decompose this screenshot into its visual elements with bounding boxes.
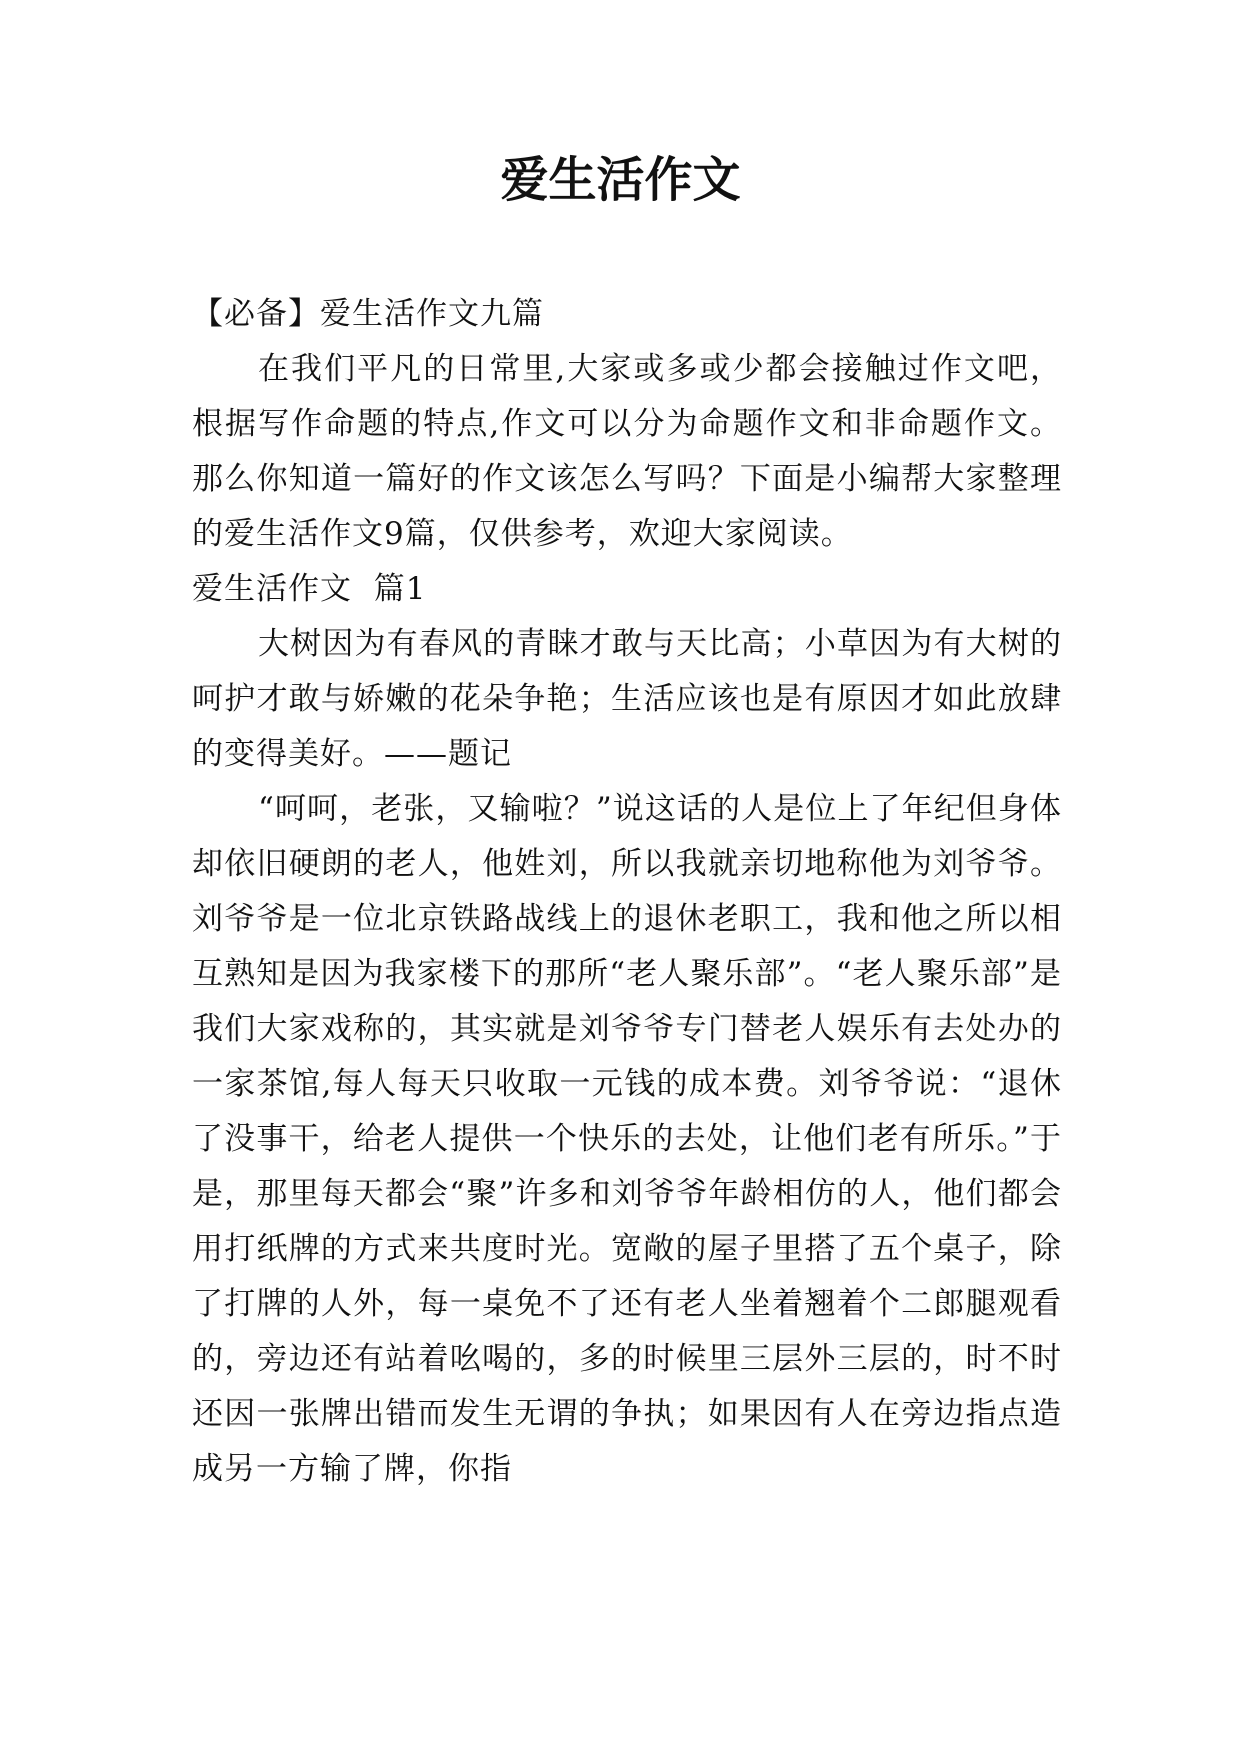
story-paragraph: “呵呵，老张，又输啦？”说这话的人是位上了年纪但身体却依旧硬朗的老人，他姓刘，所以我就亲切地称他为刘爷爷。刘爷爷是一位北京铁路战线上的退休老职工，我和他之所以相互熟知是因为我家楼下的那所“老人聚乐部”。“老人聚乐部”是我们大家戏称的，其实就是刘爷爷专门替老人娱乐有去处办的一家茶馆,每人每天只收取一元钱的成本费。刘爷爷说：“退休了没事干，给老人提供一个快乐的去处，让他们老有所乐。”于是，那里每天都会“聚”许多和刘爷爷年龄相仿的人，他们都会用打纸牌的方式来共度时光。宽敞的屋子里搭了五个桌子，除了打牌的人外，每一桌免不了还有老人坐着翘着个二郎腿观看的，旁边还有站着吆喝的，多的时候里三层外三层的，时不时还因一张牌出错而发生无谓的争执；如果因有人在旁边指点造成另一方输了牌，你指 [192, 791, 1062, 1487]
section-heading: 爱生活作文 篇1 [192, 571, 427, 607]
document-body [192, 287, 1062, 1497]
document-subtitle: 【必备】爱生活作文九篇 [192, 296, 544, 332]
epigraph-paragraph: 大树因为有春风的青睐才敢与天比高；小草因为有大树的呵护才敢与娇嫩的花朵争艳；生活应该也是有原因才如此放肆的变得美好。——题记 [192, 626, 1062, 772]
document-title: 爱生活作文 [500, 152, 741, 208]
intro-paragraph: 在我们平凡的日常里,大家或多或少都会接触过作文吧，根据写作命题的特点,作文可以分为命题作文和非命题作文。那么你知道一篇好的作文该怎么写吗？下面是小编帮大家整理的爱生活作文9篇，仅供参考，欢迎大家阅读。 [192, 351, 1062, 552]
